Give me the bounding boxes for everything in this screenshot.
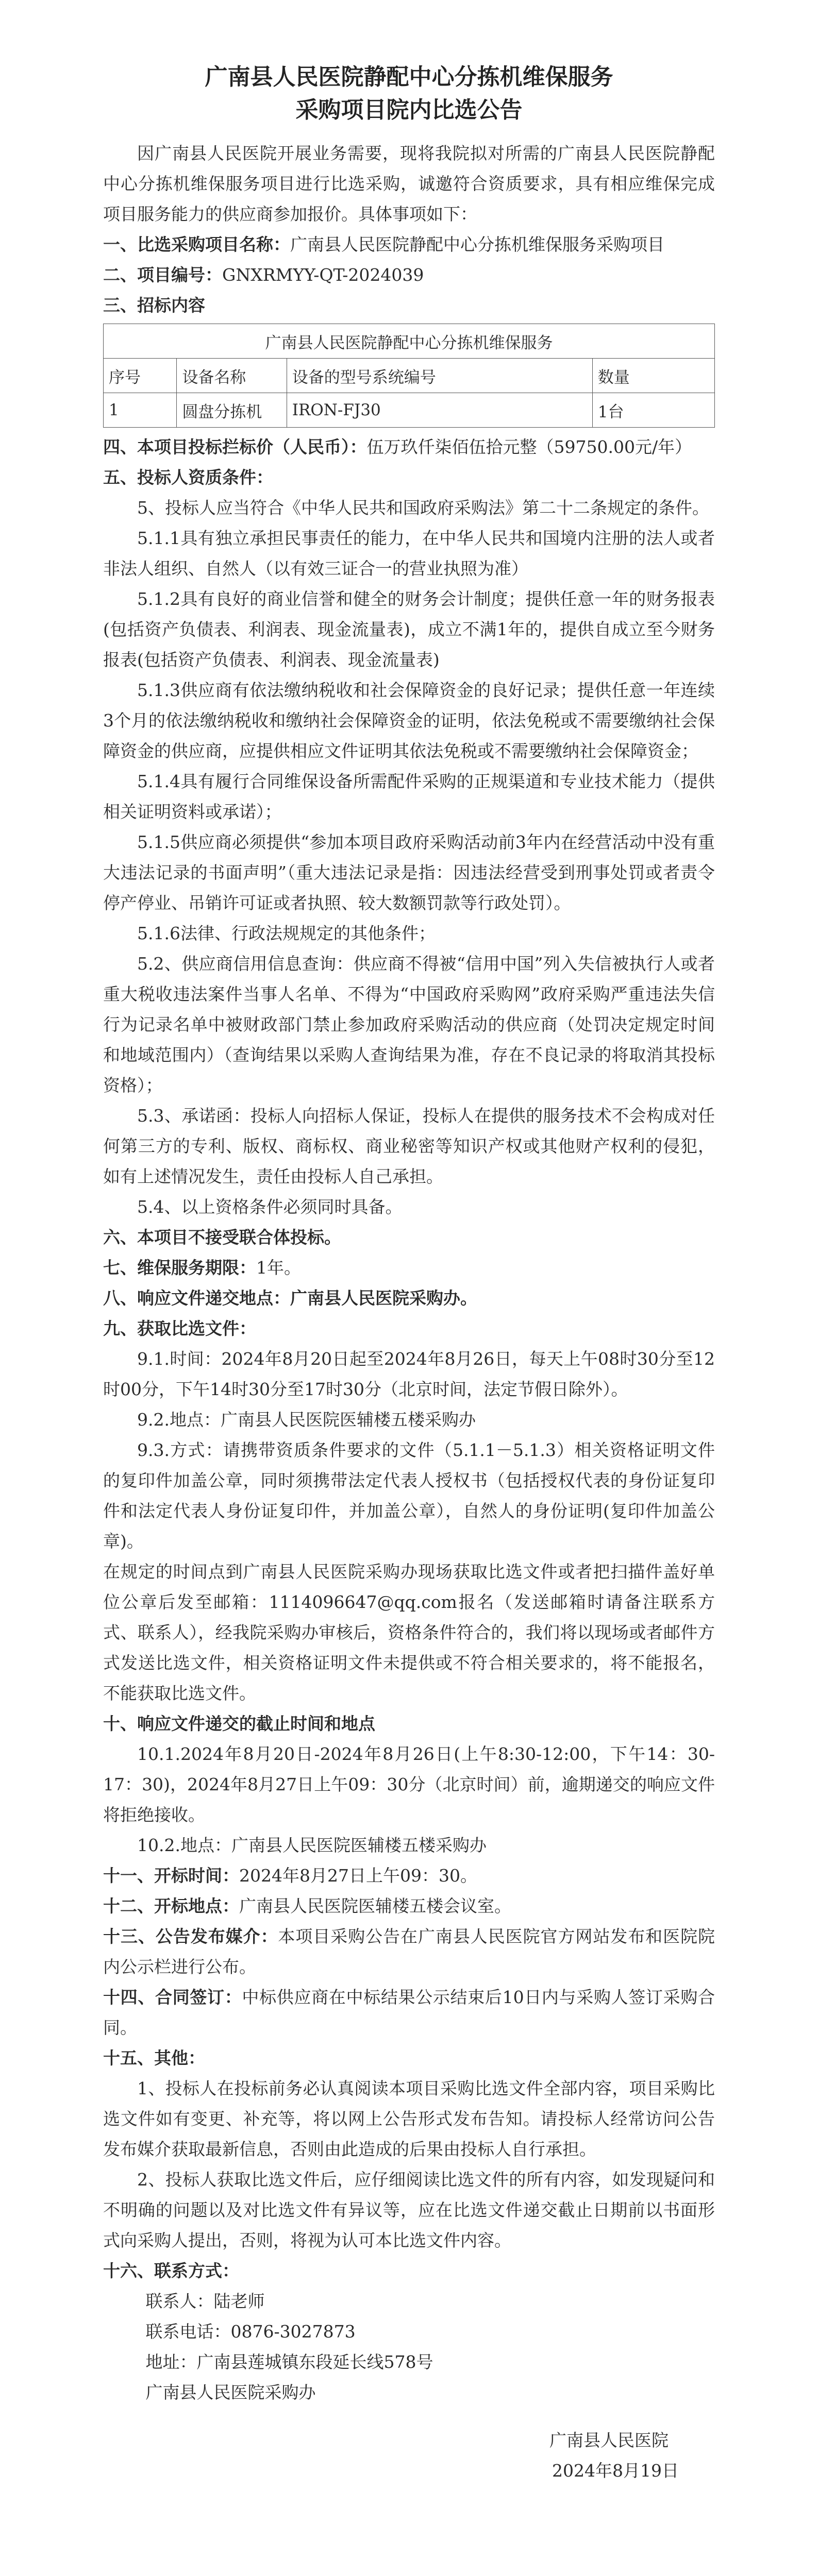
table-caption-row [104, 324, 715, 359]
section-7-value: 1年。 [256, 1258, 301, 1278]
section-8-label: 八、响应文件递交地点： [103, 1288, 290, 1308]
signature-date: 2024年8月19日 [552, 2461, 679, 2481]
section-7 [103, 1252, 715, 1283]
section-14-label: 十四、合同签订： [103, 1987, 242, 2007]
section-5-label: 五、投标人资质条件： [103, 467, 273, 487]
contact-department: 广南县人民医院采购办 [145, 2382, 316, 2402]
section-5-item-5: 5、投标人应当符合《中华人民共和国政府采购法》第二十二条规定的条件。 [137, 498, 709, 518]
section-10-item-10-2: 10.2.地点：广南县人民医院医辅楼五楼采购办 [137, 1835, 487, 1855]
cell-device-name: 圆盘分拣机 [177, 393, 287, 428]
section-16-label: 十六、联系方式： [103, 2261, 239, 2281]
section-11-label: 十一、开标时间： [103, 1866, 239, 1886]
section-5-item-5-1-2: 5.1.2具有良好的商业信誉和健全的财务会计制度；提供任意一年的财务报表(包括资产负债表、利润表、现金流量表)，成立不满1年的，提供自成立至今财务报表(包括资产负债表、利润表、现金流量表) [103, 589, 715, 670]
section-5-item-5-4: 5.4、以上资格条件必须同时具备。 [137, 1197, 403, 1217]
table-caption: 广南县人民医院静配中心分拣机维保服务 [104, 324, 715, 359]
section-15-item-1: 1、投标人在投标前务必认真阅读本项目采购比选文件全部内容，项目采购比选文件如有变更、补充等，将以网上公告形式发布告知。请投标人经常访问公告发布媒介获取最新信息，否则由此造成的后果由投标人自行承担。 [103, 2078, 715, 2159]
signature-organization: 广南县人民医院 [549, 2430, 669, 2450]
announcement-document [103, 0, 715, 2576]
equipment-table [103, 324, 715, 428]
cell-index: 1 [104, 393, 177, 428]
section-9-item-9-3: 9.3.方式：请携带资质条件要求的文件（5.1.1－5.1.3）相关资格证明文件的复印件加盖公章，同时须携带法定代表人授权书（包括授权代表的身份证复印件和法定代表人身份证复印件，并加盖公章），自然人的身份证明(复印件加盖公章)。 [103, 1440, 715, 1551]
section-13 [103, 1921, 715, 1982]
table-header-row [104, 359, 715, 393]
title-line-1: 广南县人民医院静配中心分拣机维保服务 [205, 64, 613, 90]
section-5-item-5-3: 5.3、承诺函：投标人向招标人保证，投标人在提供的服务技术不会构成对任何第三方的专利、版权、商标权、商业秘密等知识产权或其他财产权利的侵犯，如有上述情况发生，责任由投标人自己承担。 [103, 1106, 715, 1187]
signature-block [103, 2425, 715, 2486]
title-line-2: 采购项目院内比选公告 [295, 97, 523, 123]
section-11 [103, 1860, 715, 1891]
section-15-label: 十五、其他： [103, 2048, 205, 2068]
contact-phone: 联系电话：0876-3027873 [145, 2321, 356, 2342]
section-9-item-9-1: 9.1.时间：2024年8月20日起至2024年8月26日，每天上午08时30分至12时00分，下午14时30分至17时30分（北京时间，法定节假日除外）。 [103, 1349, 715, 1399]
section-4-value: 伍万玖仟柒佰伍拾元整（59750.00元/年） [366, 437, 692, 457]
section-10-label: 十、响应文件递交的截止时间和地点 [103, 1714, 375, 1734]
section-8-value: 广南县人民医院采购办。 [290, 1288, 477, 1308]
section-6-label: 六、本项目不接受联合体投标。 [103, 1227, 341, 1247]
header-index: 序号 [104, 359, 177, 393]
table-row [104, 393, 715, 428]
contact-person: 联系人：陆老师 [145, 2291, 265, 2311]
section-2-value: GNXRMYY-QT-2024039 [222, 265, 424, 285]
section-10-item-10-1: 10.1.2024年8月20日-2024年8月26日(上午8:30-12:00，下午14：30-17：30)，2024年8月27日上午09：30分（北京时间）前，逾期递交的响应文件将拒绝接收。 [103, 1744, 715, 1825]
section-13-label: 十三、公告发布媒介： [103, 1926, 278, 1946]
section-4-label: 四、本项目投标拦标价（人民币）： [103, 437, 367, 457]
section-12-label: 十二、开标地点： [103, 1896, 239, 1916]
section-1 [103, 229, 715, 260]
section-12 [103, 1891, 715, 1921]
section-4 [103, 432, 715, 462]
section-9-item-9-3-continued: 在规定的时间点到广南县人民医院采购办现场获取比选文件或者把扫描件盖好单位公章后发至邮箱：1114096647@qq.com报名（发送邮箱时请备注联系方式、联系人），经我院采购办审核后，资格条件符合的，我们将以现场或者邮件方式发送比选文件，相关资格证明文件未提供或不符合相关要求的，将不能报名，不能获取比选文件。 [103, 1562, 715, 1703]
section-1-label: 一、比选采购项目名称： [103, 234, 290, 255]
section-5-item-5-1-3: 5.1.3供应商有依法缴纳税收和社会保障资金的良好记录；提供任意一年连续3个月的依法缴纳税收和缴纳社会保障资金的证明，依法免税或不需要缴纳社会保障资金的供应商，应提供相应文件证明其依法免税或不需要缴纳社会保障资金； [103, 680, 715, 761]
header-model-number: 设备的型号系统编号 [287, 359, 592, 393]
section-1-value: 广南县人民医院静配中心分拣机维保服务采购项目 [290, 234, 664, 255]
section-5-item-5-1-4: 5.1.4具有履行合同维保设备所需配件采购的正规渠道和专业技术能力（提供相关证明资料或承诺）； [103, 771, 715, 822]
cell-model-number: IRON-FJ30 [287, 393, 592, 428]
contact-address: 地址：广南县莲城镇东段延长线578号 [145, 2352, 433, 2372]
section-8 [103, 1283, 715, 1313]
intro-paragraph: 因广南县人民医院开展业务需要，现将我院拟对所需的广南县人民医院静配中心分拣机维保服务项目进行比选采购，诚邀符合资质要求，具有相应维保完成项目服务能力的供应商参加报价。具体事项如下： [103, 143, 715, 224]
section-15-item-2: 2、投标人获取比选文件后，应仔细阅读比选文件的所有内容，如发现疑问和不明确的问题以及对比选文件有异议等，应在比选文件递交截止日期前以书面形式向采购人提出，否则，将视为认可本比选文件内容。 [103, 2170, 715, 2250]
section-11-value: 2024年8月27日上午09：30。 [239, 1866, 477, 1886]
section-5-item-5-1-1: 5.1.1具有独立承担民事责任的能力，在中华人民共和国境内注册的法人或者非法人组织、自然人（以有效三证合一的营业执照为准） [103, 528, 715, 579]
section-2 [103, 260, 715, 290]
section-2-label: 二、项目编号： [103, 265, 222, 285]
section-9-item-9-2: 9.2.地点：广南县人民医院医辅楼五楼采购办 [137, 1410, 476, 1430]
header-quantity: 数量 [592, 359, 714, 393]
header-device-name: 设备名称 [177, 359, 287, 393]
section-5-item-5-1-6: 5.1.6法律、行政法规规定的其他条件； [137, 923, 436, 943]
section-9-label: 九、获取比选文件： [103, 1318, 256, 1338]
section-5-item-5-2: 5.2、供应商信用信息查询：供应商不得被“信用中国”列入失信被执行人或者重大税收违法案件当事人名单、不得为“中国政府采购网”政府采购严重违法失信行为记录名单中被财政部门禁止参加政府采购活动的供应商（处罚决定规定时间和地域范围内）（查询结果以采购人查询结果为准，存在不良记录的将取消其投标资格）； [103, 954, 715, 1095]
section-3-label: 三、招标内容 [103, 295, 205, 315]
section-14 [103, 1982, 715, 2043]
section-5-item-5-1-5: 5.1.5供应商必须提供“参加本项目政府采购活动前3年内在经营活动中没有重大违法记录的书面声明”（重大违法记录是指：因违法经营受到刑事处罚或者责令停产停业、吊销许可证或者执照、较大数额罚款等行政处罚）。 [103, 832, 715, 913]
cell-quantity: 1台 [592, 393, 714, 428]
section-7-label: 七、维保服务期限： [103, 1258, 256, 1278]
section-13-value: 本项目采购公告在广南县人民医院官方网站发布和医院院内公示栏进行公布。 [103, 1926, 715, 1977]
section-12-value: 广南县人民医院医辅楼五楼会议室。 [239, 1896, 511, 1916]
section-14-value: 中标供应商在中标结果公示结束后10日内与采购人签订采购合同。 [103, 1987, 715, 2038]
